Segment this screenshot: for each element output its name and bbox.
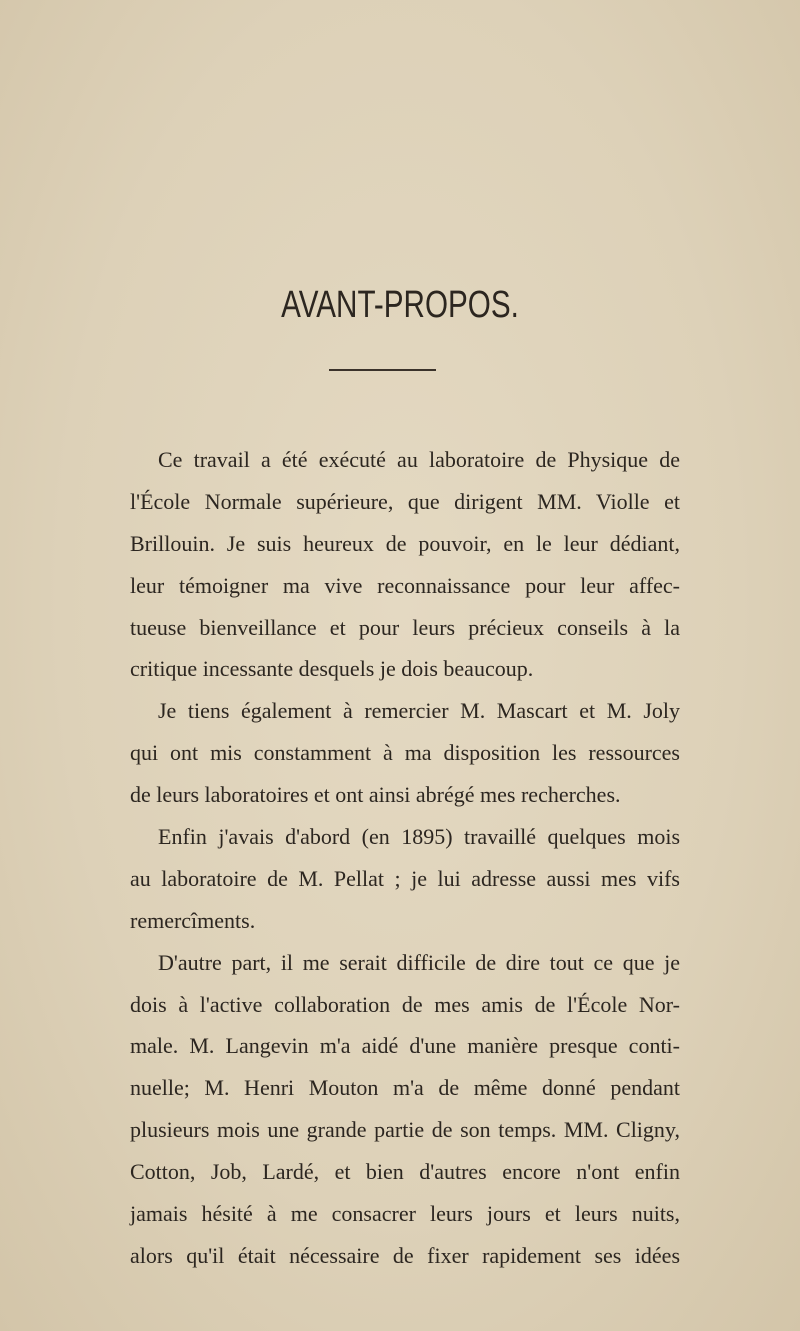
text-line: qui ont mis constamment à ma disposition les ressources <box>130 740 680 766</box>
title-divider <box>329 369 436 371</box>
text-line: remercîments. <box>130 907 256 933</box>
text-line: Enfin j'avais d'abord (en 1895) travaillé quelques mois <box>158 824 680 850</box>
text-line: Brillouin. Je suis heureux de pouvoir, en le leur dédiant, <box>130 530 680 556</box>
text-line: dois à l'active collaboration de mes amis de l'École Nor- <box>130 991 680 1017</box>
text-line: alors qu'il était nécessaire de fixer rapidement ses idées <box>130 1242 680 1268</box>
text-line: leur témoigner ma vive reconnaissance pour leur affec- <box>130 572 680 598</box>
text-line: l'École Normale supérieure, que dirigent MM. Violle et <box>130 488 680 514</box>
text-line: tueuse bienveillance et pour leurs précieux conseils à la <box>130 614 680 640</box>
text-line: au laboratoire de M. Pellat ; je lui adresse aussi mes vifs <box>130 865 680 891</box>
text-line: D'autre part, il me serait difficile de dire tout ce que je <box>158 949 680 975</box>
text-line: nuelle; M. Henri Mouton m'a de même donné pendant <box>130 1075 680 1101</box>
text-line: male. M. Langevin m'a aidé d'une manière presque conti- <box>130 1033 680 1059</box>
text-line: Je tiens également à remercier M. Mascart et M. Joly <box>158 698 680 724</box>
body-text <box>130 439 680 1277</box>
text-line: critique incessante desquels je dois beaucoup. <box>130 656 534 682</box>
text-line: Ce travail a été exécuté au laboratoire de Physique de <box>158 447 680 472</box>
text-line: Cotton, Job, Lardé, et bien d'autres encore n'ont enfin <box>130 1159 680 1185</box>
page-title: AVANT-PROPOS. <box>281 284 519 326</box>
text-line: de leurs laboratoires et ont ainsi abrégé mes recherches. <box>130 782 621 808</box>
text-line: plusieurs mois une grande partie de son temps. MM. Cligny, <box>130 1117 680 1143</box>
text-line: jamais hésité à me consacrer leurs jours et leurs nuits, <box>130 1201 680 1227</box>
